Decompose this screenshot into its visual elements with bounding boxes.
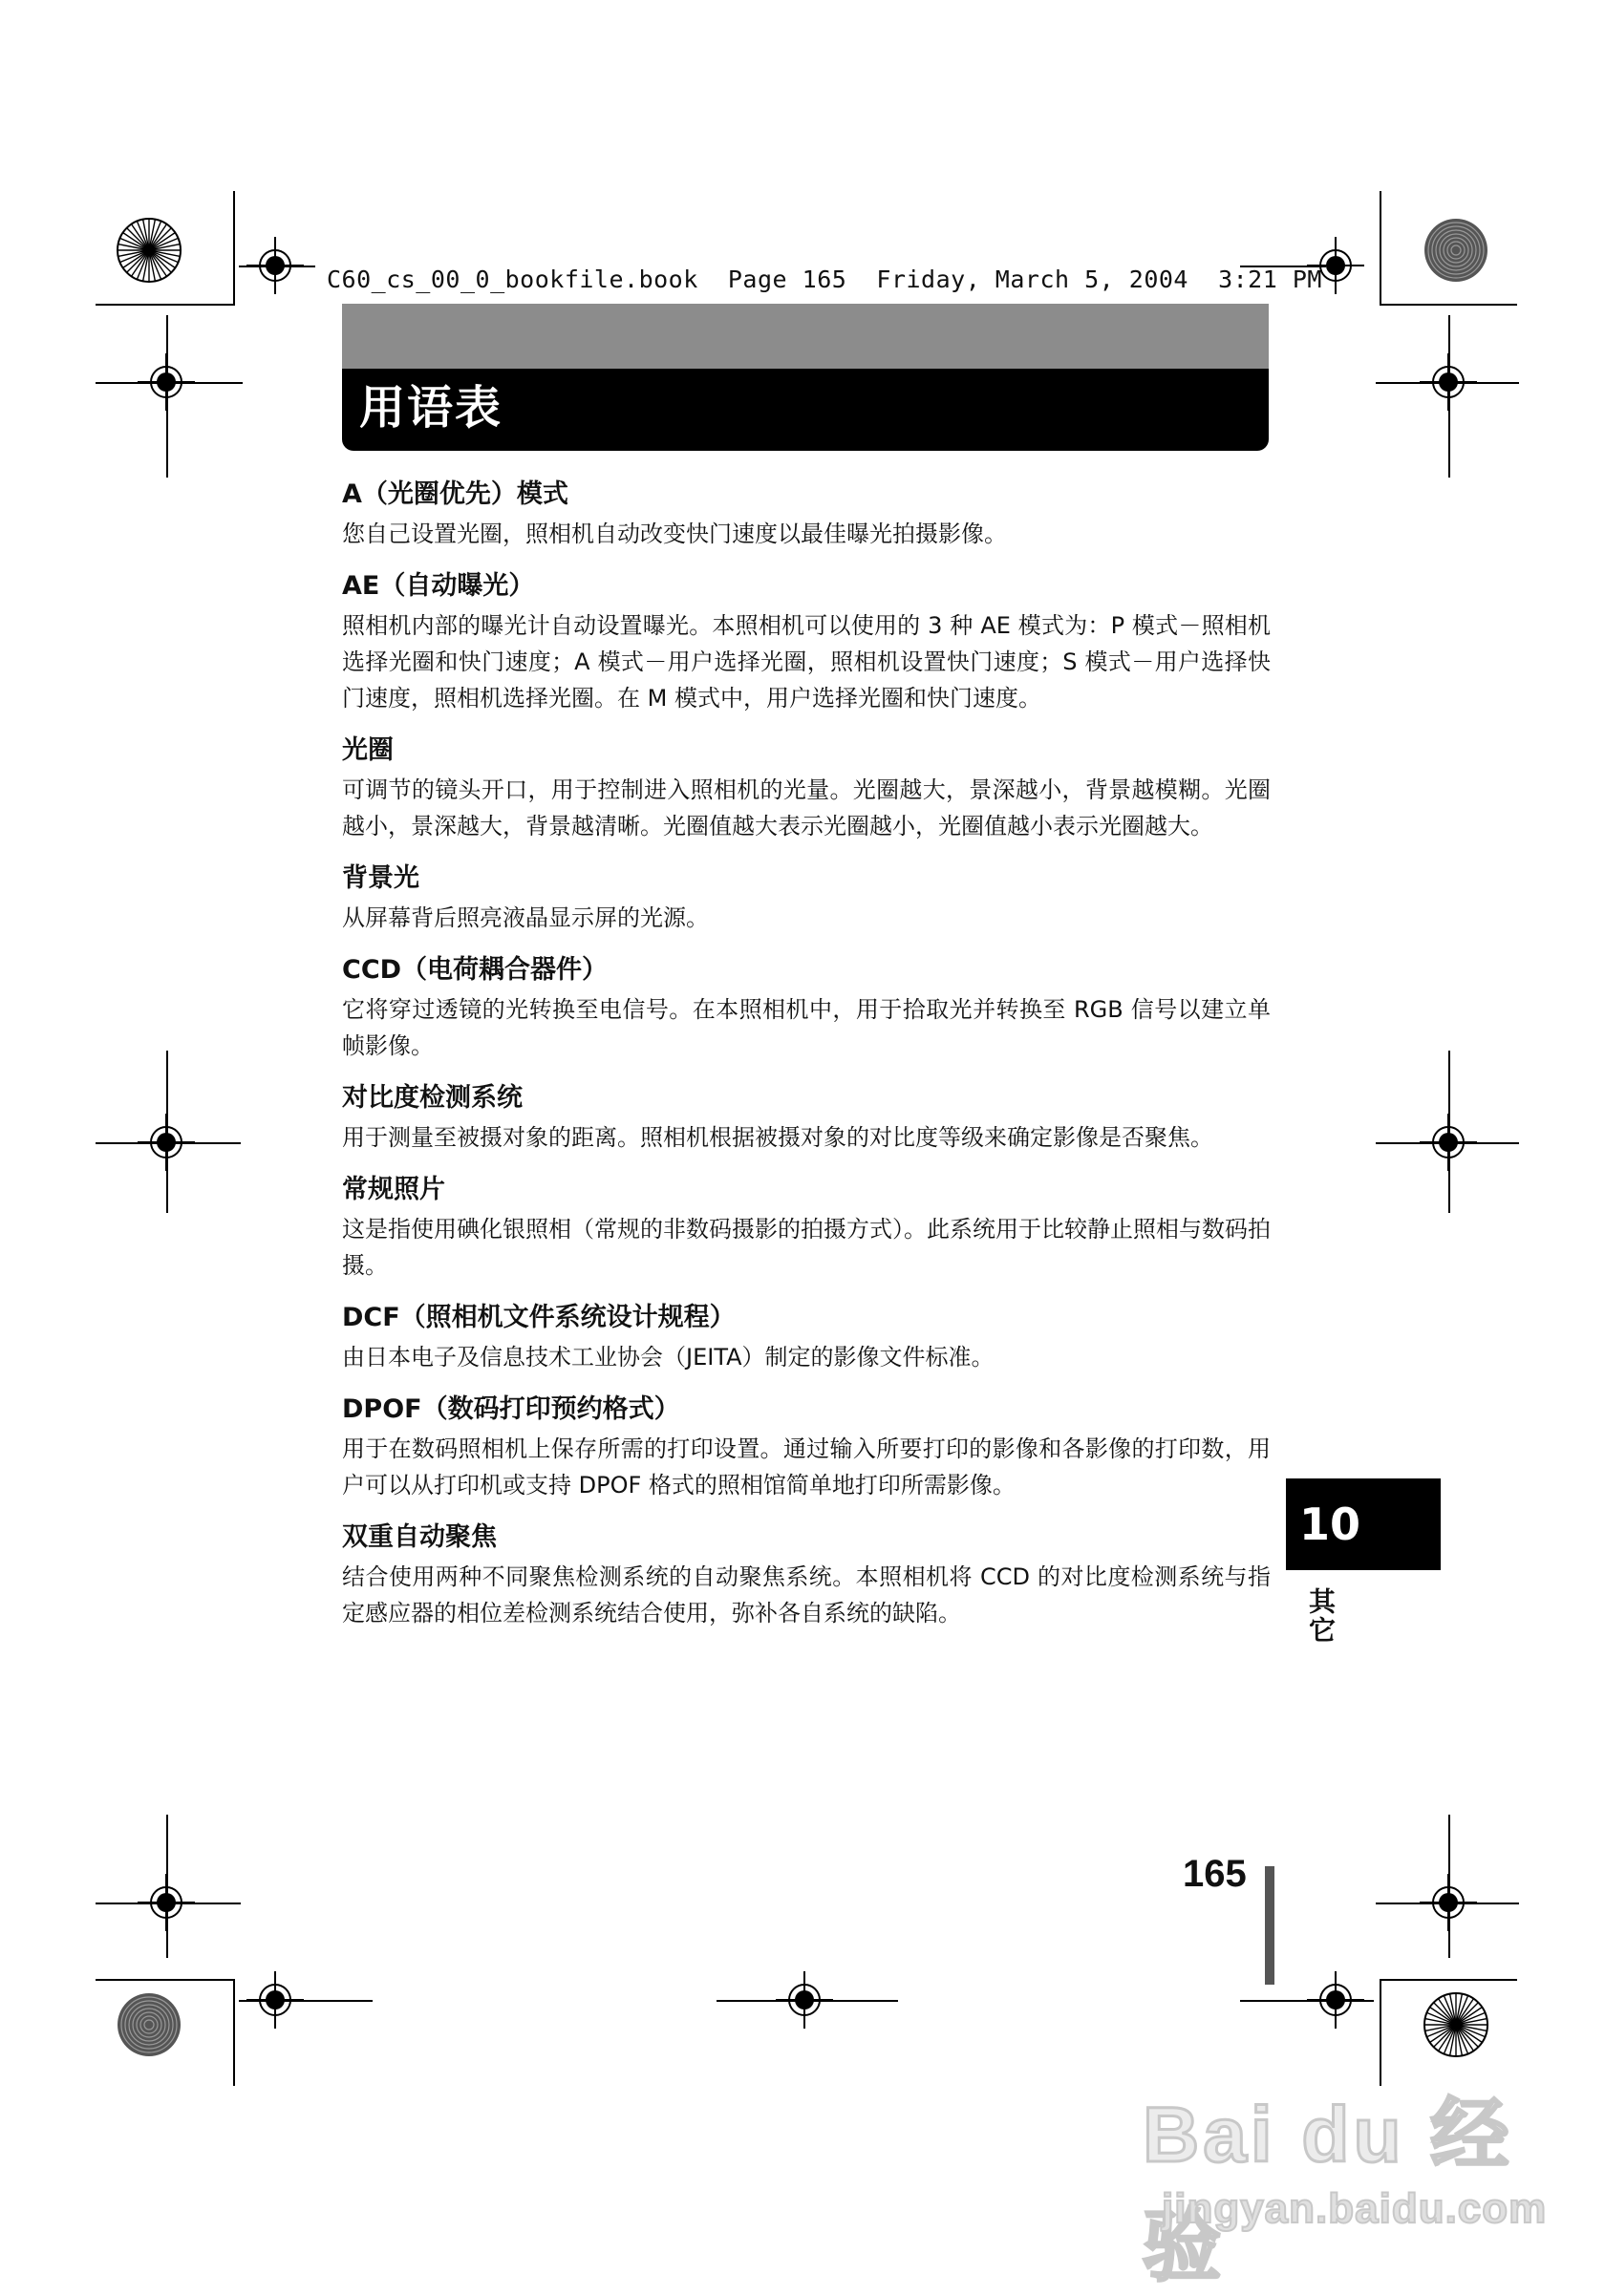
glossary-definition: 您自己设置光圈，照相机自动改变快门速度以最佳曝光拍摄影像。	[342, 521, 1007, 547]
glossary-entry	[342, 478, 1271, 552]
registration-target-icon	[246, 1971, 304, 2029]
glossary-definition: 由日本电子及信息技术工业协会（JEITA）制定的影像文件标准。	[342, 1344, 995, 1371]
glossary-definition: 可调节的镜头开口，用于控制进入照相机的光量。光圈越大，景深越小，背景越模糊。光圈越小，景深越大，背景越清晰。光圈值越大表示光圈越小，光圈值越小表示光圈越大。	[342, 776, 1271, 840]
glossary-term: AE（自动曝光）	[342, 571, 535, 601]
title-band-top	[342, 304, 1269, 369]
glossary-entry	[342, 569, 1271, 716]
star-rosette-icon	[1423, 1991, 1489, 2058]
glossary-definition: 照相机内部的曝光计自动设置曝光。本照相机可以使用的 3 种 AE 模式为：P 模式－照相机选择光圈和快门速度；A 模式－用户选择光圈，照相机设置快门速度；S 模式－用户选择快门速度，照相机选择光圈。在 M 模式中，用户选择光圈和快门速度。	[342, 612, 1271, 712]
glossary-entry	[342, 1301, 1271, 1375]
registration-target-icon	[1420, 353, 1477, 411]
star-rosette-icon	[116, 217, 182, 284]
watermark-url: jingyan.baidu.com	[1162, 2185, 1548, 2232]
registration-target-icon	[1307, 1971, 1364, 2029]
glossary-entry	[342, 1520, 1271, 1631]
registration-target-icon	[138, 1114, 195, 1171]
section-title: 用语表	[359, 381, 503, 435]
registration-target-icon	[138, 1874, 195, 1931]
glossary-term: 背景光	[342, 863, 419, 893]
glossary-definition: 这是指使用碘化银照相（常规的非数码摄影的拍摄方式）。此系统用于比较静止照相与数码拍摄。	[342, 1216, 1271, 1279]
glossary-term: A（光圈优先）模式	[342, 479, 568, 509]
glossary-term: DCF（照相机文件系统设计规程）	[342, 1303, 736, 1332]
glossary-definition: 用于测量至被摄对象的距离。照相机根据被摄对象的对比度等级来确定影像是否聚焦。	[342, 1124, 1213, 1151]
glossary-entry	[342, 733, 1271, 844]
chapter-label: 其它	[1305, 1587, 1337, 1645]
book-file-header: C60_cs_00_0_bookfile.book Page 165 Friday, March 5, 2004 3:21 PM	[327, 266, 1322, 293]
glossary-entry	[342, 1173, 1271, 1284]
glossary-term: 双重自动聚焦	[342, 1522, 497, 1552]
glossary-definition: 结合使用两种不同聚焦检测系统的自动聚焦系统。本照相机将 CCD 的对比度检测系统与指定感应器的相位差检测系统结合使用，弥补各自系统的缺陷。	[342, 1563, 1271, 1626]
glossary-term: 光圈	[342, 735, 394, 765]
watermark-logo-text: Bai du 经验	[1143, 2092, 1513, 2290]
glossary-definition: 用于在数码照相机上保存所需的打印设置。通过输入所要打印的影像和各影像的打印数，用户可以从打印机或支持 DPOF 格式的照相馆简单地打印所需影像。	[342, 1435, 1271, 1499]
glossary-definition: 它将穿过透镜的光转换至电信号。在本照相机中，用于拾取光并转换至 RGB 信号以建立单帧影像。	[342, 996, 1271, 1059]
page-number-bar	[1265, 1866, 1274, 1985]
glossary-entry	[342, 1081, 1271, 1156]
glossary-list	[342, 478, 1271, 1648]
concentric-rosette-icon	[116, 1991, 182, 2058]
glossary-term: DPOF（数码打印预约格式）	[342, 1394, 680, 1424]
glossary-definition: 从屏幕背后照亮液晶显示屏的光源。	[342, 904, 709, 931]
registration-target-icon	[246, 237, 304, 294]
glossary-entry	[342, 861, 1271, 936]
registration-target-icon	[1420, 1114, 1477, 1171]
glossary-term: 常规照片	[342, 1175, 445, 1204]
registration-target-icon	[776, 1971, 833, 2029]
glossary-entry	[342, 1392, 1271, 1503]
concentric-rosette-icon	[1423, 217, 1489, 284]
glossary-term: 对比度检测系统	[342, 1083, 523, 1113]
registration-target-icon	[138, 353, 195, 411]
baidu-watermark	[1143, 2073, 1548, 2290]
registration-target-icon	[1420, 1874, 1477, 1931]
chapter-number: 10	[1299, 1499, 1361, 1550]
page-number: 165	[1183, 1853, 1247, 1895]
glossary-term: CCD（电荷耦合器件）	[342, 955, 609, 985]
glossary-entry	[342, 953, 1271, 1064]
